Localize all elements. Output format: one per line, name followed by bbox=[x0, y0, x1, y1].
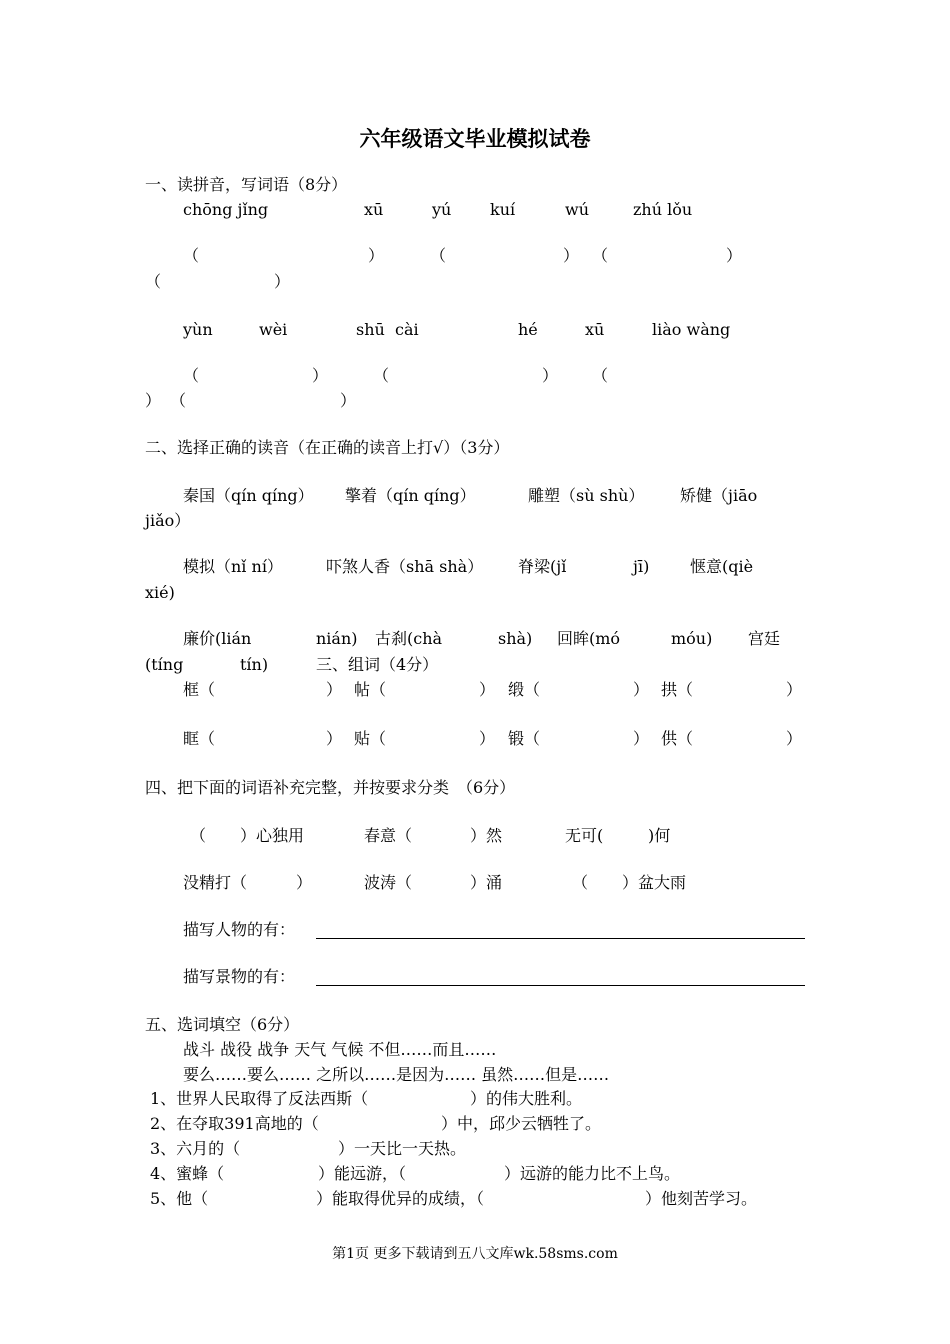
reading-item: 宫廷 bbox=[748, 629, 781, 648]
blank-close: ） bbox=[479, 680, 496, 699]
word-char: 框（ bbox=[183, 680, 216, 699]
reading-item: nián) bbox=[316, 629, 358, 648]
pinyin-3: yú bbox=[432, 200, 452, 219]
blank-close: ） bbox=[633, 680, 650, 699]
page-footer: 第1页 更多下载请到五八文库wk.58sms.com bbox=[332, 1246, 618, 1262]
reading-item: jiǎo） bbox=[145, 511, 191, 530]
pinyin-6: zhú lǒu bbox=[633, 200, 693, 219]
reading-item: 回眸(mó bbox=[557, 629, 621, 648]
reading-item: 古刹(chà bbox=[375, 629, 443, 648]
blank-open: （ bbox=[430, 246, 447, 265]
reading-item: 擎着（qín qíng） bbox=[345, 486, 476, 505]
idiom-part: （ bbox=[572, 873, 589, 892]
pinyin-10: hé bbox=[518, 320, 538, 339]
question-5-c: ）他刻苦学习。 bbox=[645, 1189, 758, 1208]
section5-heading: 五、选词填空（6分） bbox=[145, 1015, 300, 1034]
section2-heading: 二、选择正确的读音（在正确的读音上打√）（3分） bbox=[145, 438, 510, 457]
pinyin-2: xū bbox=[364, 200, 384, 219]
word-char: 贴（ bbox=[354, 729, 387, 748]
reading-item: móu) bbox=[671, 629, 713, 648]
word-char: 锻（ bbox=[508, 729, 541, 748]
scenery-label: 描写景物的有： bbox=[183, 967, 296, 986]
reading-item: shà) bbox=[498, 629, 533, 648]
blank-close: ） bbox=[326, 729, 343, 748]
pinyin-1: chōng jǐng bbox=[183, 200, 269, 219]
pinyin-5: wú bbox=[565, 200, 589, 219]
blank-open: （ bbox=[145, 272, 162, 291]
question-3-a: 3、六月的（ bbox=[150, 1139, 241, 1158]
pinyin-4: kuí bbox=[490, 200, 516, 219]
idiom-part: ）涌 bbox=[470, 873, 503, 892]
blank-open: （ bbox=[592, 246, 609, 265]
reading-item: 吓煞人香（shā shà） bbox=[326, 557, 484, 576]
question-4-b: ）能远游，（ bbox=[318, 1164, 407, 1183]
word-char: 供（ bbox=[661, 729, 694, 748]
blank-close: ） bbox=[726, 246, 743, 265]
reading-item: tín) bbox=[240, 655, 269, 674]
page-title: 六年级语文毕业模拟试卷 bbox=[359, 126, 591, 151]
blank-open: （ bbox=[592, 366, 609, 385]
section4-heading: 四、把下面的词语补充完整，并按要求分类 （6分） bbox=[145, 778, 516, 797]
idiom-part: 没精打（ bbox=[183, 873, 248, 892]
blank-close: ） bbox=[340, 391, 357, 410]
blank-close: ） bbox=[563, 246, 580, 265]
pinyin-9: shū cài bbox=[356, 320, 419, 339]
pinyin-7: yùn bbox=[183, 320, 213, 339]
reading-item: 惬意(qiè bbox=[690, 557, 754, 576]
idiom-part: )何 bbox=[648, 826, 671, 845]
blank-close: ） bbox=[145, 391, 162, 410]
blank-close: ） bbox=[786, 729, 803, 748]
word-char: 拱（ bbox=[661, 680, 694, 699]
blank-close: ） bbox=[542, 366, 559, 385]
reading-item: 廉价(lián bbox=[183, 629, 252, 648]
idiom-part: 春意（ bbox=[364, 826, 413, 845]
reading-item: 秦国（qín qíng） bbox=[183, 486, 314, 505]
pinyin-11: xū bbox=[585, 320, 605, 339]
people-label: 描写人物的有： bbox=[183, 920, 296, 939]
question-5-a: 5、他（ bbox=[150, 1189, 209, 1208]
reading-item: 雕塑（sù shù） bbox=[528, 486, 645, 505]
blank-close: ） bbox=[312, 366, 329, 385]
reading-item: jī) bbox=[633, 557, 650, 576]
idiom-part: 无可( bbox=[565, 826, 604, 845]
question-1-b: ）的伟大胜利。 bbox=[470, 1089, 583, 1108]
word-char: 眶（ bbox=[183, 729, 216, 748]
blank-close: ） bbox=[274, 272, 291, 291]
section1-heading: 一、读拼音，写词语（8分） bbox=[145, 175, 348, 194]
blank-open: （ bbox=[373, 366, 390, 385]
scenery-answer-line[interactable] bbox=[316, 985, 805, 986]
idiom-part: ）然 bbox=[470, 826, 503, 845]
reading-item: xié) bbox=[145, 583, 175, 602]
blank-open: （ bbox=[183, 366, 200, 385]
reading-item: 矫健（jiāo bbox=[680, 486, 758, 505]
question-5-b: ）能取得优异的成绩，（ bbox=[316, 1189, 485, 1208]
word-bank-2: 要么……要么…… 之所以……是因为…… 虽然……但是…… bbox=[183, 1065, 610, 1084]
pinyin-8: wèi bbox=[259, 320, 288, 339]
question-2-a: 2、在夺取391高地的（ bbox=[150, 1114, 319, 1133]
idiom-part: ）心独用 bbox=[240, 826, 305, 845]
idiom-part: （ bbox=[190, 826, 207, 845]
idiom-part: ） bbox=[296, 873, 313, 892]
reading-item: 模拟（nǐ ní） bbox=[183, 557, 283, 576]
word-bank-1: 战斗 战役 战争 天气 气候 不但……而且…… bbox=[183, 1040, 497, 1059]
reading-item: (tíng bbox=[145, 655, 184, 674]
blank-open: （ bbox=[183, 246, 200, 265]
blank-close: ） bbox=[479, 729, 496, 748]
question-4-a: 4、蜜蜂（ bbox=[150, 1164, 225, 1183]
word-char: 帖（ bbox=[354, 680, 387, 699]
blank-open: （ bbox=[170, 391, 187, 410]
reading-item: 脊梁(jǐ bbox=[518, 557, 567, 576]
question-3-b: ）一天比一天热。 bbox=[338, 1139, 467, 1158]
blank-close: ） bbox=[368, 246, 385, 265]
people-answer-line[interactable] bbox=[316, 938, 805, 939]
section3-heading: 三、组词（4分） bbox=[316, 655, 439, 674]
blank-close: ） bbox=[633, 729, 650, 748]
blank-close: ） bbox=[326, 680, 343, 699]
question-2-b: ）中，邱少云牺牲了。 bbox=[441, 1114, 602, 1133]
blank-close: ） bbox=[786, 680, 803, 699]
question-1-a: 1、世界人民取得了反法西斯（ bbox=[150, 1089, 369, 1108]
idiom-part: ）盆大雨 bbox=[622, 873, 687, 892]
idiom-part: 波涛（ bbox=[364, 873, 413, 892]
question-4-c: ）远游的能力比不上鸟。 bbox=[504, 1164, 681, 1183]
word-char: 缎（ bbox=[508, 680, 541, 699]
pinyin-12: liào wàng bbox=[652, 320, 731, 339]
